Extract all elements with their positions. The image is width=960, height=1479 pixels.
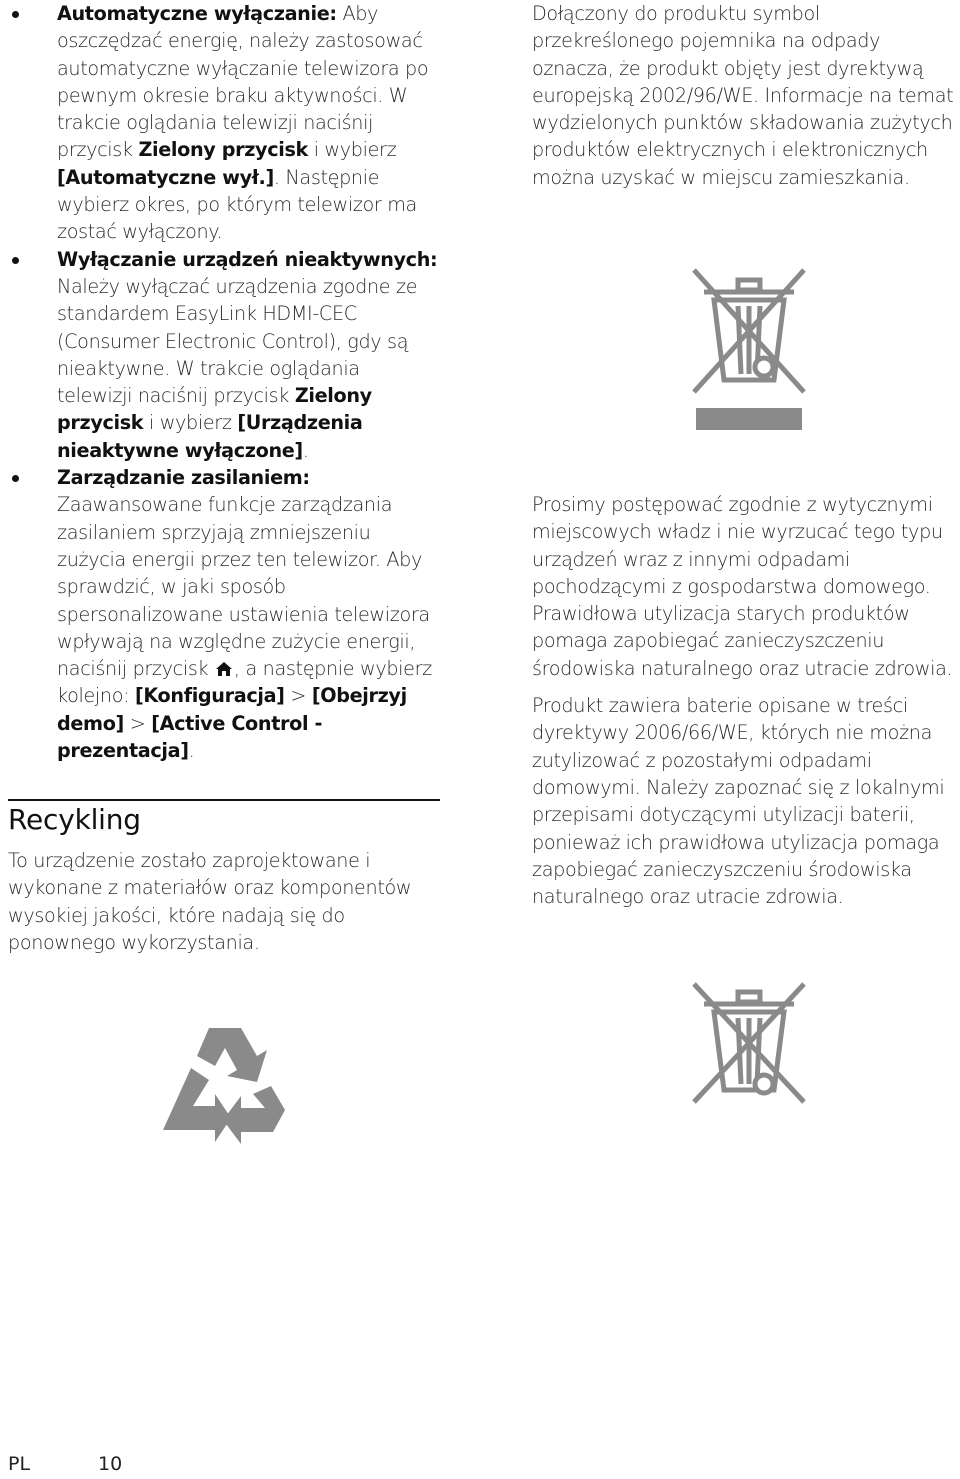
bullet-bold: [Active Control - prezentacja] bbox=[57, 711, 323, 763]
bullet-text: Należy wyłączać urządzenia zgodne ze standardem EasyLink HDMI-CEC (Consumer Electronic Control), gdy są nieaktywne. W trakcie oglądania telewizji naciśnij przycisk bbox=[57, 274, 418, 408]
recycle-icon bbox=[157, 1020, 292, 1155]
bullet-text: Aby oszczędzać energię, należy zastosować automatyczne wyłączanie telewizora po pewnym okresie braku aktywności. W trakcie oglądania telewizji naciśnij przycisk bbox=[57, 2, 429, 162]
disposal-paragraph: Prosimy postępować zgodnie z wytycznymi miejscowych władz i nie wyrzucać tego typu urządzeń wraz z innymi odpadami pochodzącymi z gospodarstwa domowego. Prawidłowa utylizacja starych produktów pomaga zapobiegać zanieczyszczeniu środowiska naturalnego oraz utracie zdrowia. bbox=[532, 493, 953, 680]
bullet-inactive-devices bbox=[8, 246, 438, 464]
bullet-bold: [Urządzenia nieaktywne wyłączone] bbox=[57, 411, 363, 462]
bullet-bold: [Konfiguracja] bbox=[134, 684, 285, 708]
bullet-title: Wyłączanie urządzeń nieaktywnych: bbox=[57, 247, 438, 271]
bullet-text: . bbox=[302, 438, 309, 462]
bullet-text: . Następnie wybierz okres, po którym telewizor ma zostać wyłączony. bbox=[57, 165, 417, 244]
section-heading: Recykling bbox=[8, 803, 141, 836]
bullet-text: . bbox=[188, 739, 195, 763]
bullet-text: > bbox=[284, 684, 312, 708]
bullet-dot bbox=[12, 11, 19, 18]
bullet-auto-off bbox=[8, 0, 438, 246]
battery-paragraph: Produkt zawiera baterie opisane w treści dyrektywy 2006/66/WE, których nie można zutylizować z pozostałymi odpadami domowymi. Należy zapoznać się z lokalnymi przepisami dotyczącymi utylizacji baterii, ponieważ ich prawidłowa utylizacja pomaga zapobiegać zanieczyszczeniu środowiska naturalnego oraz utracie zdrowia. bbox=[532, 694, 945, 909]
bullet-title: Automatyczne wyłączanie: bbox=[57, 2, 337, 25]
right-paragraphs bbox=[532, 491, 960, 910]
bullet-bold: Zielony przycisk bbox=[138, 138, 308, 162]
bullet-list bbox=[8, 0, 438, 764]
home-icon bbox=[215, 661, 233, 677]
recycling-paragraph: To urządzenie zostało zaprojektowane i wykonane z materiałów oraz komponentów wysokiej jakości, które nadają się do ponownego wykorzystania. bbox=[8, 849, 412, 954]
bullet-text: , a następnie wybierz kolejno: bbox=[57, 657, 432, 708]
bullet-bold: Zielony przycisk bbox=[57, 384, 372, 435]
footer-language: PL bbox=[8, 1453, 31, 1475]
bullet-power-management bbox=[8, 464, 438, 764]
bullet-text: i wybierz bbox=[307, 138, 397, 162]
crossed-bin-icon bbox=[686, 978, 812, 1108]
bullet-text: Zaawansowane funkcje zarządzania zasilaniem sprzyjają zmniejszeniu zużycia energii przez ten telewizor. Aby sprawdzić, w jaki sposób spersonalizowane ustawienia telewizora wpływają na względne zużycie energii, naciśnij przycisk bbox=[57, 493, 430, 681]
bullet-bold: [Automatyczne wył.] bbox=[57, 165, 274, 189]
page-number: 10 bbox=[98, 1453, 123, 1475]
bullet-text: i wybierz bbox=[143, 411, 238, 435]
bullet-dot bbox=[12, 257, 19, 264]
crossed-bin-icon bbox=[686, 262, 812, 434]
weee-paragraph: Dołączony do produktu symbol przekreślonego pojemnika na odpady oznacza, że produkt objęty jest dyrektywą europejską 2002/96/WE. Informacje na temat wydzielonych punktów składowania zużytych produktów elektrycznych i elektronicznych można uzyskać w miejscu zamieszkania. bbox=[532, 2, 954, 189]
bullet-title: Zarządzanie zasilaniem: bbox=[57, 466, 310, 490]
bullet-bold: [Obejrzyj demo] bbox=[57, 684, 407, 735]
left-column bbox=[8, 0, 438, 764]
bullet-text: > bbox=[123, 711, 152, 735]
bullet-dot bbox=[12, 475, 19, 482]
